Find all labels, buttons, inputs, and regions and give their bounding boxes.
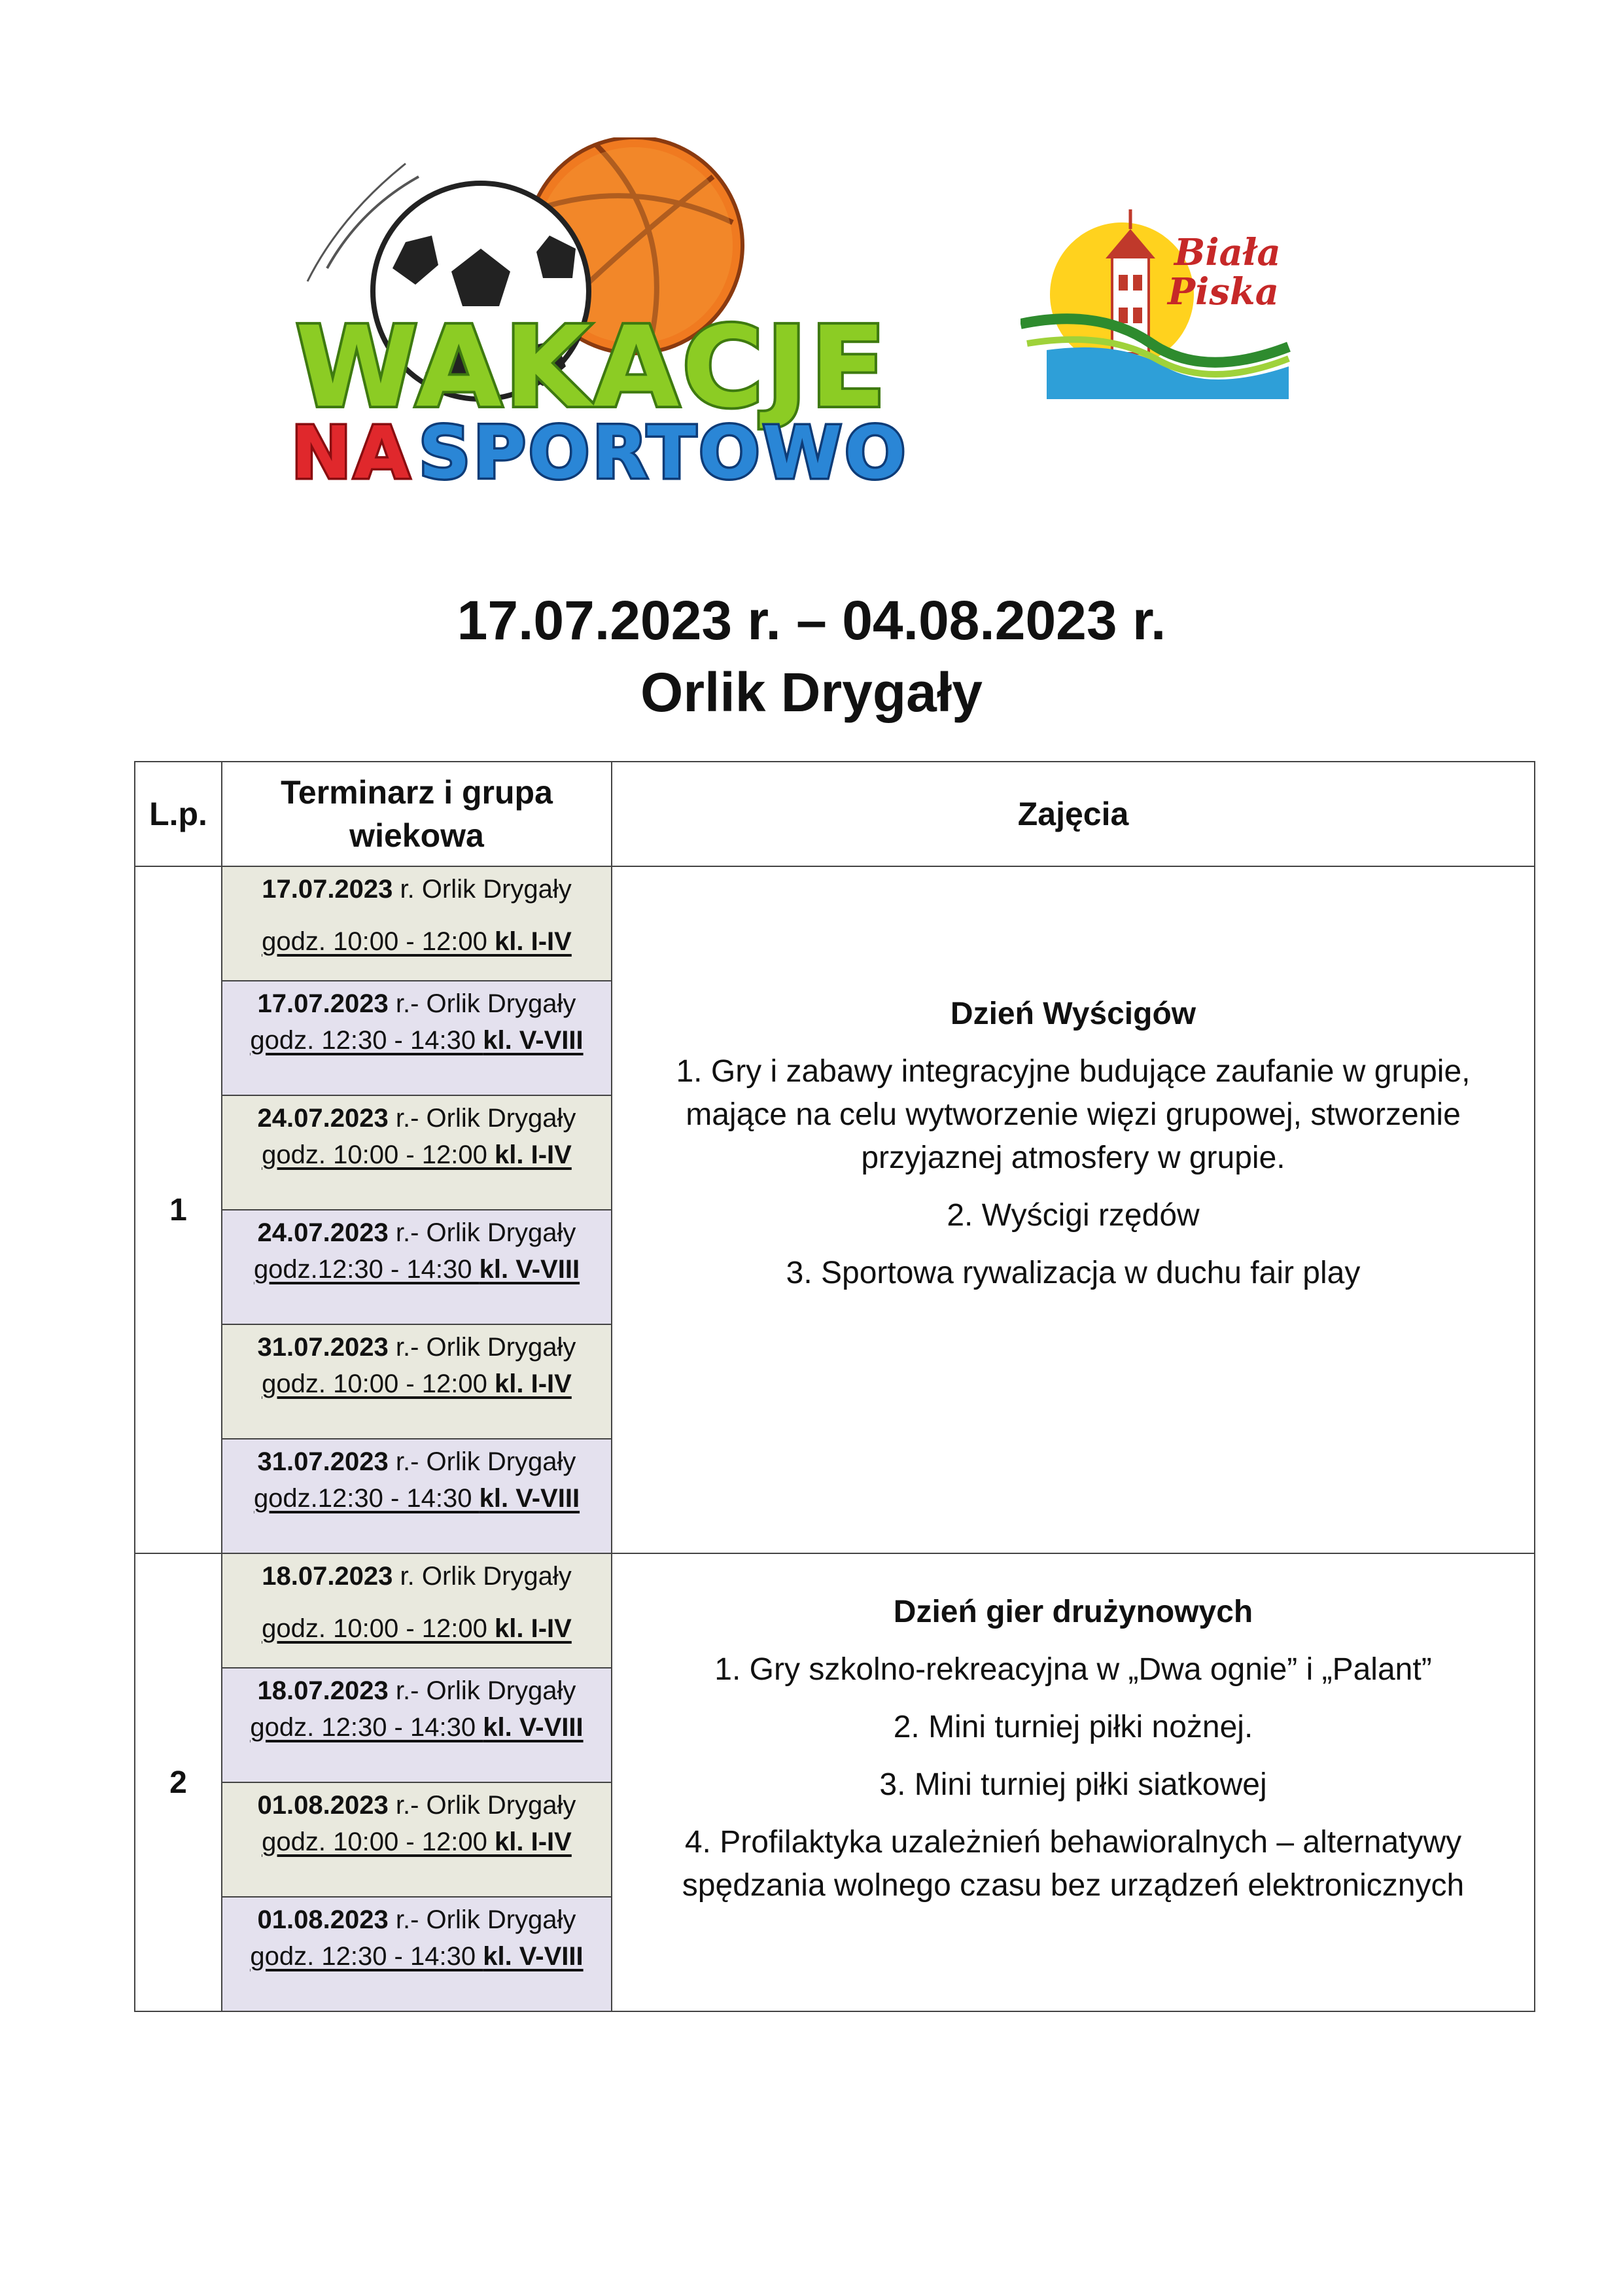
slot-place: r.- Orlik Drygały [388, 1447, 576, 1476]
slot-date: 17.07.2023 [257, 989, 389, 1018]
slot-cell [222, 1668, 612, 1782]
slot-date: 17.07.2023 [262, 875, 393, 904]
activity-item: 2. Mini turniej piłki nożnej. [893, 1710, 1253, 1744]
slot-time: godz. 10:00 - 12:00 [262, 927, 495, 956]
table-header-row [135, 762, 1535, 866]
activity-item: 3. Sportowa rywalizacja w duchu fair play [786, 1256, 1361, 1290]
slot-cell [222, 1210, 612, 1324]
logo-town-line1: Biała [1174, 231, 1281, 274]
slot-cell [222, 1095, 612, 1210]
table-row [135, 1553, 1535, 1668]
activity-title: Dzień Wyścigów [950, 997, 1196, 1031]
venue-heading: Orlik Drygały [640, 662, 983, 723]
slot-date: 31.07.2023 [257, 1333, 389, 1362]
slot-time: godz. 12:30 - 14:30 [250, 1713, 483, 1742]
slot-place: r.- Orlik Drygały [388, 1333, 576, 1362]
slot-cell [222, 866, 612, 981]
slot-time: godz.12:30 - 14:30 [253, 1484, 480, 1513]
slot-cell [222, 1324, 612, 1439]
activity-cell-2 [612, 1553, 1535, 2011]
slot-place: r.- Orlik Drygały [388, 1676, 576, 1705]
slot-date: 01.08.2023 [257, 1791, 389, 1820]
activity-item: 1. Gry szkolno-rekreacyjna w „Dwa ognie” i „Palant” [714, 1652, 1432, 1687]
slot-place: r.- Orlik Drygały [388, 989, 576, 1018]
activity-item: 4. Profilaktyka uzależnień behawioralnych – alternatywy spędzania wolnego czasu bez urządzeń elektronicznych [682, 1825, 1465, 1903]
slot-group: kl. I-IV [495, 1614, 572, 1643]
biala-piska-logo [1021, 209, 1295, 399]
slot-place: r.- Orlik Drygały [388, 1791, 576, 1820]
slot-time: godz. 10:00 - 12:00 [262, 1828, 495, 1856]
slot-group: kl. I-IV [495, 927, 572, 956]
slot-group: kl. V-VIII [483, 1026, 584, 1055]
slot-cell [222, 1553, 612, 1668]
activity-cell-1 [612, 866, 1535, 1553]
slot-place: r. Orlik Drygały [393, 1562, 572, 1591]
slot-group: kl. V-VIII [483, 1942, 584, 1971]
lp-cell-1: 1 [135, 866, 222, 1553]
header-term [222, 762, 612, 866]
slot-time: godz. 10:00 - 12:00 [262, 1140, 495, 1169]
logo-word-na: NA [291, 411, 413, 491]
date-range-heading: 17.07.2023 r. – 04.08.2023 r. [457, 590, 1166, 651]
header-activities: Zajęcia [612, 762, 1535, 866]
header-lp: L.p. [135, 762, 222, 866]
lp-cell-2: 2 [135, 1553, 222, 2011]
slot-date: 24.07.2023 [257, 1218, 389, 1247]
activity-title: Dzień gier drużynowych [893, 1595, 1253, 1629]
slot-group: kl. I-IV [495, 1369, 572, 1398]
slot-cell [222, 1439, 612, 1553]
logo-town-line2: Piska [1168, 270, 1279, 313]
slot-group: kl. I-IV [495, 1828, 572, 1856]
slot-date: 18.07.2023 [257, 1676, 389, 1705]
header-term-label: Terminarz i grupa wiekowa [281, 774, 553, 854]
slot-place: r.- Orlik Drygały [388, 1218, 576, 1247]
slot-date: 01.08.2023 [257, 1905, 389, 1934]
slot-cell [222, 1897, 612, 2011]
slot-time: godz. 10:00 - 12:00 [262, 1369, 495, 1398]
slot-place: r. Orlik Drygały [393, 875, 572, 904]
slot-cell [222, 1782, 612, 1897]
logo-word-wakacje: WAKACJE [295, 303, 889, 433]
slot-time: godz. 12:30 - 14:30 [250, 1026, 483, 1055]
slot-place: r.- Orlik Drygały [388, 1104, 576, 1133]
slot-date: 31.07.2023 [257, 1447, 389, 1476]
slot-time: godz. 10:00 - 12:00 [262, 1614, 495, 1643]
schedule-table [134, 761, 1535, 2012]
slot-time: godz. 12:30 - 14:30 [250, 1942, 483, 1971]
table-row [135, 866, 1535, 981]
wakacje-na-sportowo-logo [229, 137, 955, 491]
slot-group: kl. I-IV [495, 1140, 572, 1169]
slot-date: 24.07.2023 [257, 1104, 389, 1133]
slot-cell [222, 981, 612, 1095]
logo-word-sportowo: SPORTOWO [419, 411, 909, 491]
slot-group: kl. V-VIII [479, 1255, 580, 1284]
slot-group: kl. V-VIII [479, 1484, 580, 1513]
slot-group: kl. V-VIII [483, 1713, 584, 1742]
activity-item: 1. Gry i zabawy integracyjne budujące zaufanie w grupie, mające na celu wytworzenie więzi grupowej, stworzenie przyjaznej atmosfery w grupie. [676, 1054, 1471, 1175]
activity-item: 3. Mini turniej piłki siatkowej [879, 1767, 1267, 1802]
activity-item: 2. Wyścigi rzędów [947, 1198, 1200, 1233]
slot-date: 18.07.2023 [262, 1562, 393, 1591]
slot-time: godz.12:30 - 14:30 [253, 1255, 480, 1284]
slot-place: r.- Orlik Drygały [388, 1905, 576, 1934]
